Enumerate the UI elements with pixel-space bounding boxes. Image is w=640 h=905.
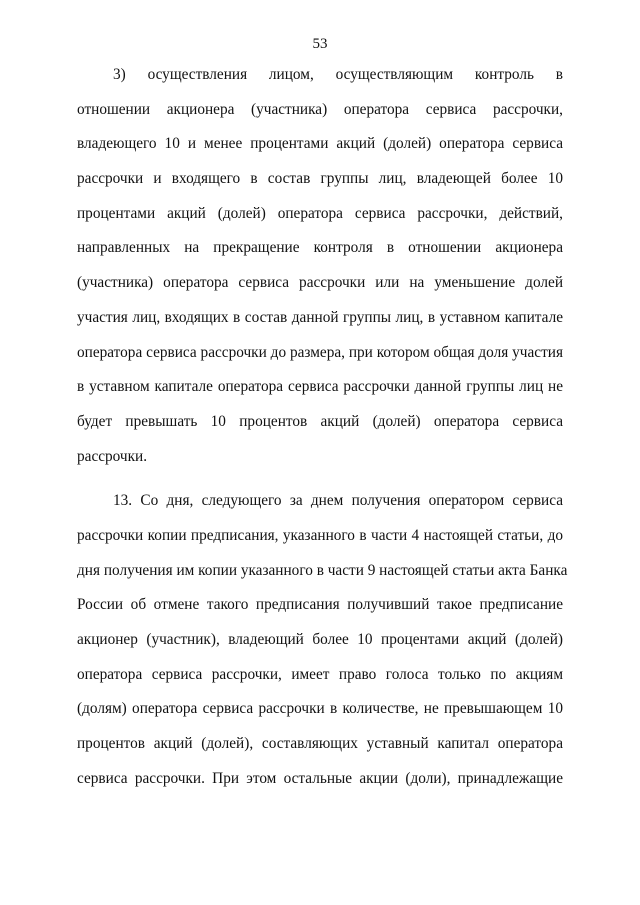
paragraph-item-3 [77,58,563,474]
paragraph-gap [77,474,563,484]
text-line: 13. Со дня, следующего за днем получения оператором сервиса [113,492,563,510]
text-line: процентов акций (долей), составляющих уставный капитал оператора [77,735,563,753]
paragraph-part-13 [77,484,568,796]
page-number: 53 [312,36,328,52]
text-line: акционер (участник), владеющий более 10 процентами акций (долей) [77,631,563,648]
text-line: России об отмене такого предписания получивший такое предписание [77,596,563,614]
text-line: 3) осуществления лицом, осуществляющим контроль в [113,66,563,83]
text-line: оператора сервиса рассрочки, имеет право голоса только по акциям [77,665,563,683]
text-line: (долям) оператора сервиса рассрочки в количестве, не превышающем 10 [77,700,563,718]
text-line: дня получения им копии указанного в части 9 настоящей статьи акта Банка [77,561,568,579]
text-line: в уставном капитале оператора сервиса рассрочки данной группы лиц не [77,378,563,396]
text-line: рассрочки и входящего в состав группы лиц, владеющей более 10 [77,170,563,188]
text-line: процентами акций (долей) оператора сервиса рассрочки, действий, [77,204,563,222]
text-line: отношении акционера (участника) оператора сервиса рассрочки, [77,100,563,118]
text-line: сервиса рассрочки. При этом остальные акции (доли), принадлежащие [77,769,563,787]
text-line: владеющего 10 и менее процентами акций (долей) оператора сервиса [77,135,563,153]
text-line: оператора сервиса рассрочки до размера, при котором общая доля участия [77,343,563,361]
text-line: рассрочки копии предписания, указанного в части 4 настоящей статьи, до [77,526,563,544]
text-line: (участника) оператора сервиса рассрочки или на уменьшение долей [77,274,563,292]
text-line: будет превышать 10 процентов акций (долей) оператора сервиса [77,412,563,430]
text-line: участия лиц, входящих в состав данной группы лиц, в уставном капитале [77,308,563,326]
document-body [77,58,568,796]
text-line: направленных на прекращение контроля в отношении акционера [77,239,563,257]
text-line: рассрочки. [77,447,148,465]
